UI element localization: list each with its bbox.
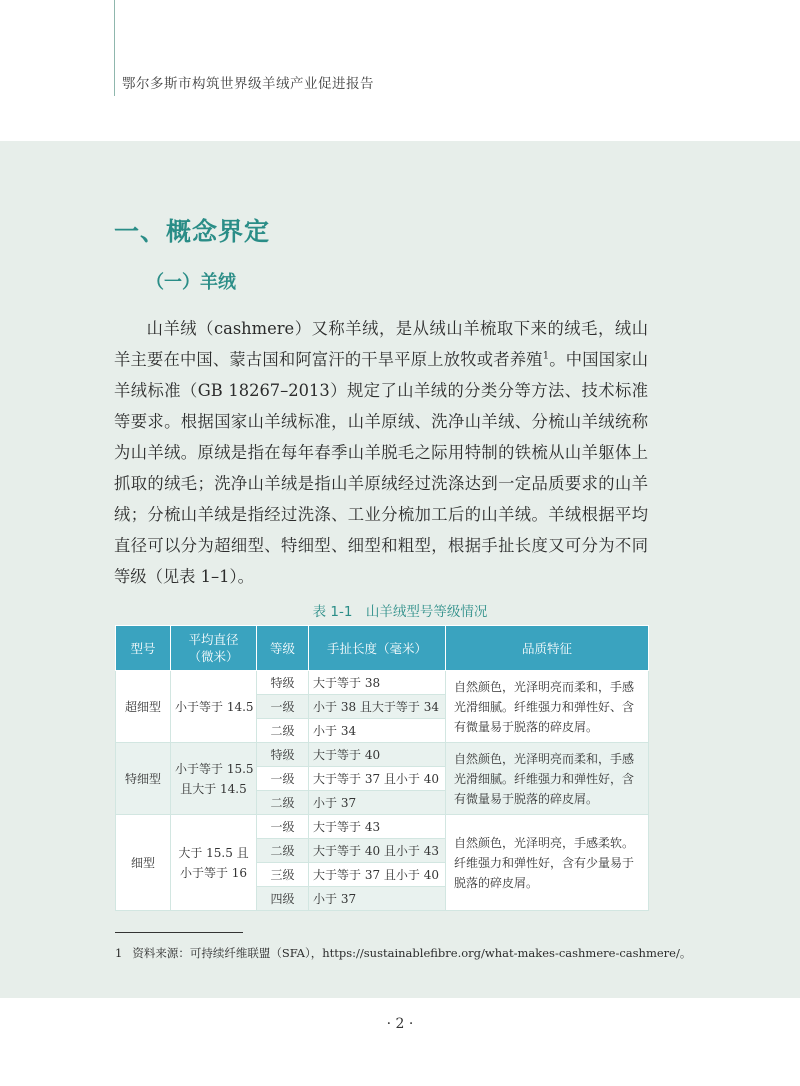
table-row: [116, 743, 649, 767]
cell-quality: 自然颜色，光泽明亮而柔和，手感光滑细腻。纤维强力和弹性好、含有微量易于脱落的碎皮屑。: [446, 671, 649, 743]
cell-length: 大于等于 37 且小于 40: [309, 767, 446, 791]
cell-diameter-line2: 小于等于 16: [179, 865, 248, 880]
header-divider: [114, 0, 115, 96]
cell-grade: 二级: [257, 719, 309, 743]
header-length: 手扯长度（毫米）: [309, 626, 446, 671]
page-number: · 2 ·: [386, 1016, 414, 1032]
footnote-reference[interactable]: 1: [542, 350, 550, 362]
table-row: [116, 671, 649, 695]
footnote-text[interactable]: 资料来源：可持续纤维联盟（SFA），https://sustainablefibre.org/what-makes-cashmere-cashmere/。: [132, 946, 692, 960]
cell-type: 超细型: [116, 671, 171, 743]
cell-length: 大于等于 37 且小于 40: [309, 863, 446, 887]
cell-length: 小于 38 且大于等于 34: [309, 695, 446, 719]
cell-grade: 一级: [257, 815, 309, 839]
table-header-row: [116, 626, 649, 671]
cell-grade: 二级: [257, 839, 309, 863]
footnote-number: 1: [115, 946, 123, 960]
cell-length: 小于 37: [309, 887, 446, 911]
cell-diameter-line1: 小于等于 15.5: [175, 761, 254, 776]
header-diameter-line2: （微米）: [188, 649, 239, 664]
cell-quality: 自然颜色，光泽明亮，手感柔软。纤维强力和弹性好，含有少量易于脱落的碎皮屑。: [446, 815, 649, 911]
cell-diameter: [171, 743, 257, 815]
running-header: 鄂尔多斯市构筑世界级羊绒产业促进报告: [122, 76, 374, 92]
cell-length: 大于等于 40: [309, 743, 446, 767]
cell-length: 大于等于 40 且小于 43: [309, 839, 446, 863]
cell-length: 小于 37: [309, 791, 446, 815]
cell-type: 细型: [116, 815, 171, 911]
cell-length: 大于等于 43: [309, 815, 446, 839]
paragraph-text-start: 山羊绒（cashmere）又称羊绒，是从绒山羊梳取下来的绒毛，绒山羊主要在中国、蒙古国和阿富汗的干旱平原上放牧或者养殖: [114, 319, 648, 369]
header-quality: 品质特征: [446, 626, 649, 671]
footnote: [115, 945, 691, 961]
cell-grade: 特级: [257, 743, 309, 767]
header-grade: 等级: [257, 626, 309, 671]
cell-diameter: 小于等于 14.5: [171, 671, 257, 743]
subsection-title: （一）羊绒: [146, 272, 236, 293]
header-diameter: [171, 626, 257, 671]
cell-diameter-line2: 且大于 14.5: [180, 781, 247, 796]
cell-length: 小于 34: [309, 719, 446, 743]
cell-diameter: [171, 815, 257, 911]
cell-length: 大于等于 38: [309, 671, 446, 695]
footnote-divider: [115, 932, 243, 933]
cell-grade: 一级: [257, 767, 309, 791]
cell-grade: 三级: [257, 863, 309, 887]
paragraph-text-end: 。中国国家山羊绒标准（GB 18267–2013）规定了山羊绒的分类分等方法、技术标准等要求。根据国家山羊绒标准，山羊原绒、洗净山羊绒、分梳山羊绒统称为山羊绒。原绒是指在每年春季山羊脱毛之际用特制的铁梳从山羊躯体上抓取的绒毛；洗净山羊绒是指山羊原绒经过洗涤达到一定品质要求的山羊绒；分梳山羊绒是指经过洗涤、工业分梳加工后的山羊绒。羊绒根据平均直径可以分为超细型、特细型、细型和粗型，根据手扯长度又可分为不同等级（见表 1–1）。: [114, 350, 648, 586]
cell-grade: 四级: [257, 887, 309, 911]
cashmere-grade-table: [115, 625, 649, 911]
cell-grade: 二级: [257, 791, 309, 815]
cell-quality: 自然颜色，光泽明亮而柔和，手感光滑细腻。纤维强力和弹性好，含有微量易于脱落的碎皮屑。: [446, 743, 649, 815]
cell-grade: 特级: [257, 671, 309, 695]
cell-type: 特细型: [116, 743, 171, 815]
section-title: 一、概念界定: [114, 217, 271, 246]
header-diameter-line1: 平均直径: [188, 632, 239, 647]
body-paragraph: [114, 313, 648, 592]
header-type: 型号: [116, 626, 171, 671]
table-caption: 表 1-1 山羊绒型号等级情况: [312, 604, 488, 620]
cell-diameter-line1: 大于 15.5 且: [178, 845, 249, 860]
cell-grade: 一级: [257, 695, 309, 719]
table-row: [116, 815, 649, 839]
